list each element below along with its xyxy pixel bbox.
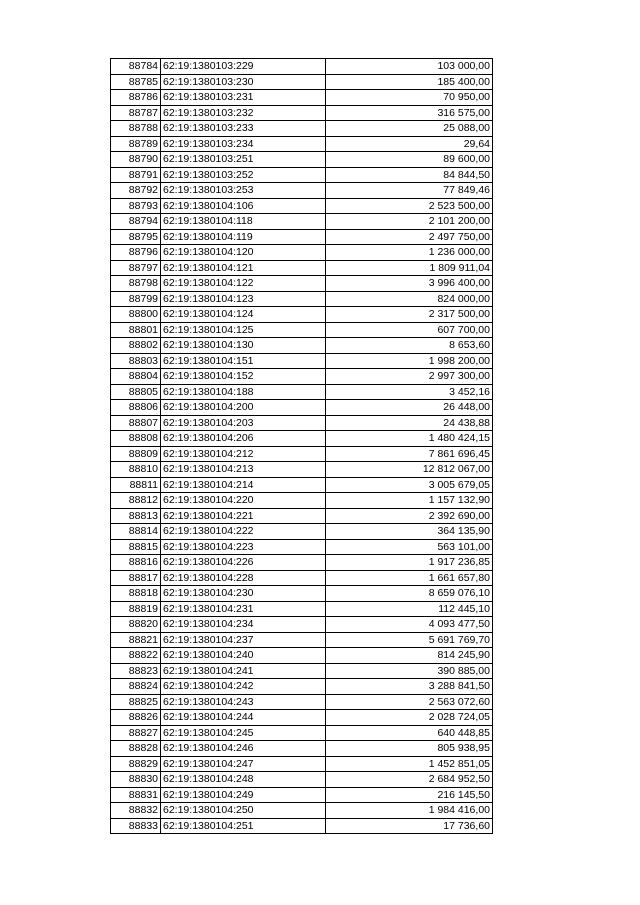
table-row — [111, 431, 493, 447]
row-number-cell: 88820 — [111, 617, 161, 633]
value-cell: 1 984 416,00 — [326, 803, 493, 819]
table-row — [111, 59, 493, 75]
value-cell: 1 998 200,00 — [326, 353, 493, 369]
table-row — [111, 276, 493, 292]
table-row — [111, 570, 493, 586]
cadastral-number-cell: 62:19:1380104:247 — [161, 756, 326, 772]
value-cell: 2 563 072,60 — [326, 694, 493, 710]
table-row — [111, 803, 493, 819]
table-row — [111, 756, 493, 772]
cadastral-number-cell: 62:19:1380104:241 — [161, 663, 326, 679]
value-cell: 112 445,10 — [326, 601, 493, 617]
table-row — [111, 493, 493, 509]
cadastral-number-cell: 62:19:1380104:200 — [161, 400, 326, 416]
cadastral-number-cell: 62:19:1380103:252 — [161, 167, 326, 183]
cadastral-number-cell: 62:19:1380103:232 — [161, 105, 326, 121]
value-cell: 2 101 200,00 — [326, 214, 493, 230]
row-number-cell: 88832 — [111, 803, 161, 819]
table-row — [111, 214, 493, 230]
value-cell: 216 145,50 — [326, 787, 493, 803]
value-cell: 2 028 724,05 — [326, 710, 493, 726]
value-cell: 24 438,88 — [326, 415, 493, 431]
row-number-cell: 88803 — [111, 353, 161, 369]
row-number-cell: 88784 — [111, 59, 161, 75]
table-row — [111, 648, 493, 664]
row-number-cell: 88805 — [111, 384, 161, 400]
table-row — [111, 338, 493, 354]
value-cell: 1 452 851,05 — [326, 756, 493, 772]
row-number-cell: 88788 — [111, 121, 161, 137]
cadastral-number-cell: 62:19:1380104:242 — [161, 679, 326, 695]
table-row — [111, 152, 493, 168]
row-number-cell: 88827 — [111, 725, 161, 741]
cadastral-number-cell: 62:19:1380104:220 — [161, 493, 326, 509]
table-row — [111, 741, 493, 757]
value-cell: 77 849,46 — [326, 183, 493, 199]
row-number-cell: 88786 — [111, 90, 161, 106]
row-number-cell: 88815 — [111, 539, 161, 555]
cadastral-number-cell: 62:19:1380104:248 — [161, 772, 326, 788]
cadastral-number-cell: 62:19:1380104:250 — [161, 803, 326, 819]
value-cell: 2 317 500,00 — [326, 307, 493, 323]
cadastral-number-cell: 62:19:1380104:243 — [161, 694, 326, 710]
value-cell: 3 288 841,50 — [326, 679, 493, 695]
table-row — [111, 245, 493, 261]
table-row — [111, 384, 493, 400]
value-cell: 29,64 — [326, 136, 493, 152]
value-cell: 84 844,50 — [326, 167, 493, 183]
table-row — [111, 400, 493, 416]
row-number-cell: 88819 — [111, 601, 161, 617]
value-cell: 8 653,60 — [326, 338, 493, 354]
row-number-cell: 88792 — [111, 183, 161, 199]
cadastral-number-cell: 62:19:1380104:206 — [161, 431, 326, 447]
row-number-cell: 88798 — [111, 276, 161, 292]
table-row — [111, 90, 493, 106]
value-cell: 1 480 424,15 — [326, 431, 493, 447]
value-cell: 7 861 696,45 — [326, 446, 493, 462]
value-cell: 563 101,00 — [326, 539, 493, 555]
row-number-cell: 88823 — [111, 663, 161, 679]
cadastral-number-cell: 62:19:1380104:222 — [161, 524, 326, 540]
table-row — [111, 725, 493, 741]
row-number-cell: 88816 — [111, 555, 161, 571]
table-row — [111, 524, 493, 540]
value-cell: 4 093 477,50 — [326, 617, 493, 633]
row-number-cell: 88802 — [111, 338, 161, 354]
cadastral-number-cell: 62:19:1380104:119 — [161, 229, 326, 245]
cadastral-number-cell: 62:19:1380104:251 — [161, 818, 326, 834]
value-cell: 1 236 000,00 — [326, 245, 493, 261]
table-row — [111, 415, 493, 431]
row-number-cell: 88800 — [111, 307, 161, 323]
cadastral-number-cell: 62:19:1380103:253 — [161, 183, 326, 199]
table-row — [111, 291, 493, 307]
cadastral-number-cell: 62:19:1380104:213 — [161, 462, 326, 478]
cadastral-number-cell: 62:19:1380104:121 — [161, 260, 326, 276]
cadastral-number-cell: 62:19:1380104:120 — [161, 245, 326, 261]
value-cell: 89 600,00 — [326, 152, 493, 168]
table-row — [111, 136, 493, 152]
value-cell: 1 809 911,04 — [326, 260, 493, 276]
table-row — [111, 555, 493, 571]
cadastral-number-cell: 62:19:1380104:188 — [161, 384, 326, 400]
cadastral-number-cell: 62:19:1380104:237 — [161, 632, 326, 648]
value-cell: 2 497 750,00 — [326, 229, 493, 245]
row-number-cell: 88790 — [111, 152, 161, 168]
value-cell: 70 950,00 — [326, 90, 493, 106]
table-row — [111, 198, 493, 214]
table-row — [111, 694, 493, 710]
row-number-cell: 88806 — [111, 400, 161, 416]
value-cell: 2 997 300,00 — [326, 369, 493, 385]
table-row — [111, 818, 493, 834]
table-row — [111, 772, 493, 788]
value-cell: 390 885,00 — [326, 663, 493, 679]
value-cell: 8 659 076,10 — [326, 586, 493, 602]
row-number-cell: 88797 — [111, 260, 161, 276]
row-number-cell: 88830 — [111, 772, 161, 788]
value-cell: 26 448,00 — [326, 400, 493, 416]
table-row — [111, 477, 493, 493]
row-number-cell: 88818 — [111, 586, 161, 602]
value-cell: 1 661 657,80 — [326, 570, 493, 586]
row-number-cell: 88810 — [111, 462, 161, 478]
value-cell: 2 684 952,50 — [326, 772, 493, 788]
cadastral-number-cell: 62:19:1380104:228 — [161, 570, 326, 586]
row-number-cell: 88785 — [111, 74, 161, 90]
value-cell: 25 088,00 — [326, 121, 493, 137]
table-row — [111, 74, 493, 90]
cadastral-number-cell: 62:19:1380104:106 — [161, 198, 326, 214]
row-number-cell: 88828 — [111, 741, 161, 757]
row-number-cell: 88811 — [111, 477, 161, 493]
cadastral-number-cell: 62:19:1380104:230 — [161, 586, 326, 602]
table-row — [111, 787, 493, 803]
cadastral-number-cell: 62:19:1380103:230 — [161, 74, 326, 90]
row-number-cell: 88814 — [111, 524, 161, 540]
row-number-cell: 88796 — [111, 245, 161, 261]
value-cell: 17 736,60 — [326, 818, 493, 834]
cadastral-number-cell: 62:19:1380104:152 — [161, 369, 326, 385]
row-number-cell: 88793 — [111, 198, 161, 214]
cadastral-number-cell: 62:19:1380104:122 — [161, 276, 326, 292]
value-cell: 1 917 236,85 — [326, 555, 493, 571]
table-row — [111, 229, 493, 245]
cadastral-number-cell: 62:19:1380104:223 — [161, 539, 326, 555]
value-cell: 3 996 400,00 — [326, 276, 493, 292]
table-row — [111, 167, 493, 183]
cadastral-number-cell: 62:19:1380104:203 — [161, 415, 326, 431]
cadastral-number-cell: 62:19:1380104:212 — [161, 446, 326, 462]
table-row — [111, 508, 493, 524]
row-number-cell: 88831 — [111, 787, 161, 803]
row-number-cell: 88794 — [111, 214, 161, 230]
cadastral-number-cell: 62:19:1380104:214 — [161, 477, 326, 493]
cadastral-value-table — [110, 58, 493, 834]
row-number-cell: 88829 — [111, 756, 161, 772]
table-row — [111, 105, 493, 121]
cadastral-number-cell: 62:19:1380104:245 — [161, 725, 326, 741]
value-cell: 5 691 769,70 — [326, 632, 493, 648]
cadastral-number-cell: 62:19:1380104:118 — [161, 214, 326, 230]
cadastral-number-cell: 62:19:1380104:130 — [161, 338, 326, 354]
cadastral-number-cell: 62:19:1380104:231 — [161, 601, 326, 617]
cadastral-number-cell: 62:19:1380103:251 — [161, 152, 326, 168]
value-cell: 2 392 690,00 — [326, 508, 493, 524]
table-row — [111, 260, 493, 276]
cadastral-number-cell: 62:19:1380104:234 — [161, 617, 326, 633]
row-number-cell: 88833 — [111, 818, 161, 834]
row-number-cell: 88801 — [111, 322, 161, 338]
cadastral-number-cell: 62:19:1380104:123 — [161, 291, 326, 307]
table-body — [111, 59, 493, 834]
row-number-cell: 88817 — [111, 570, 161, 586]
row-number-cell: 88813 — [111, 508, 161, 524]
value-cell: 2 523 500,00 — [326, 198, 493, 214]
table-row — [111, 307, 493, 323]
value-cell: 607 700,00 — [326, 322, 493, 338]
row-number-cell: 88799 — [111, 291, 161, 307]
cadastral-number-cell: 62:19:1380104:124 — [161, 307, 326, 323]
row-number-cell: 88826 — [111, 710, 161, 726]
value-cell: 3 005 679,05 — [326, 477, 493, 493]
row-number-cell: 88812 — [111, 493, 161, 509]
row-number-cell: 88808 — [111, 431, 161, 447]
value-cell: 3 452,16 — [326, 384, 493, 400]
value-cell: 1 157 132,90 — [326, 493, 493, 509]
row-number-cell: 88795 — [111, 229, 161, 245]
row-number-cell: 88787 — [111, 105, 161, 121]
cadastral-number-cell: 62:19:1380104:240 — [161, 648, 326, 664]
table-row — [111, 617, 493, 633]
value-cell: 805 938,95 — [326, 741, 493, 757]
table-row — [111, 679, 493, 695]
row-number-cell: 88822 — [111, 648, 161, 664]
table-row — [111, 369, 493, 385]
cadastral-number-cell: 62:19:1380104:151 — [161, 353, 326, 369]
row-number-cell: 88821 — [111, 632, 161, 648]
value-cell: 814 245,90 — [326, 648, 493, 664]
row-number-cell: 88809 — [111, 446, 161, 462]
cadastral-number-cell: 62:19:1380104:226 — [161, 555, 326, 571]
cadastral-number-cell: 62:19:1380104:221 — [161, 508, 326, 524]
cadastral-number-cell: 62:19:1380104:246 — [161, 741, 326, 757]
row-number-cell: 88825 — [111, 694, 161, 710]
table-row — [111, 663, 493, 679]
value-cell: 364 135,90 — [326, 524, 493, 540]
cadastral-number-cell: 62:19:1380104:244 — [161, 710, 326, 726]
row-number-cell: 88804 — [111, 369, 161, 385]
table-row — [111, 601, 493, 617]
table-row — [111, 462, 493, 478]
table-row — [111, 183, 493, 199]
row-number-cell: 88807 — [111, 415, 161, 431]
value-cell: 640 448,85 — [326, 725, 493, 741]
value-cell: 824 000,00 — [326, 291, 493, 307]
value-cell: 316 575,00 — [326, 105, 493, 121]
row-number-cell: 88791 — [111, 167, 161, 183]
cadastral-number-cell: 62:19:1380103:229 — [161, 59, 326, 75]
value-cell: 103 000,00 — [326, 59, 493, 75]
cadastral-number-cell: 62:19:1380103:231 — [161, 90, 326, 106]
row-number-cell: 88824 — [111, 679, 161, 695]
cadastral-number-cell: 62:19:1380104:125 — [161, 322, 326, 338]
table-row — [111, 586, 493, 602]
table-row — [111, 446, 493, 462]
row-number-cell: 88789 — [111, 136, 161, 152]
table-row — [111, 322, 493, 338]
table-row — [111, 632, 493, 648]
cadastral-number-cell: 62:19:1380103:233 — [161, 121, 326, 137]
cadastral-number-cell: 62:19:1380104:249 — [161, 787, 326, 803]
table-row — [111, 121, 493, 137]
table-row — [111, 539, 493, 555]
value-cell: 185 400,00 — [326, 74, 493, 90]
cadastral-number-cell: 62:19:1380103:234 — [161, 136, 326, 152]
table-row — [111, 353, 493, 369]
table-row — [111, 710, 493, 726]
value-cell: 12 812 067,00 — [326, 462, 493, 478]
